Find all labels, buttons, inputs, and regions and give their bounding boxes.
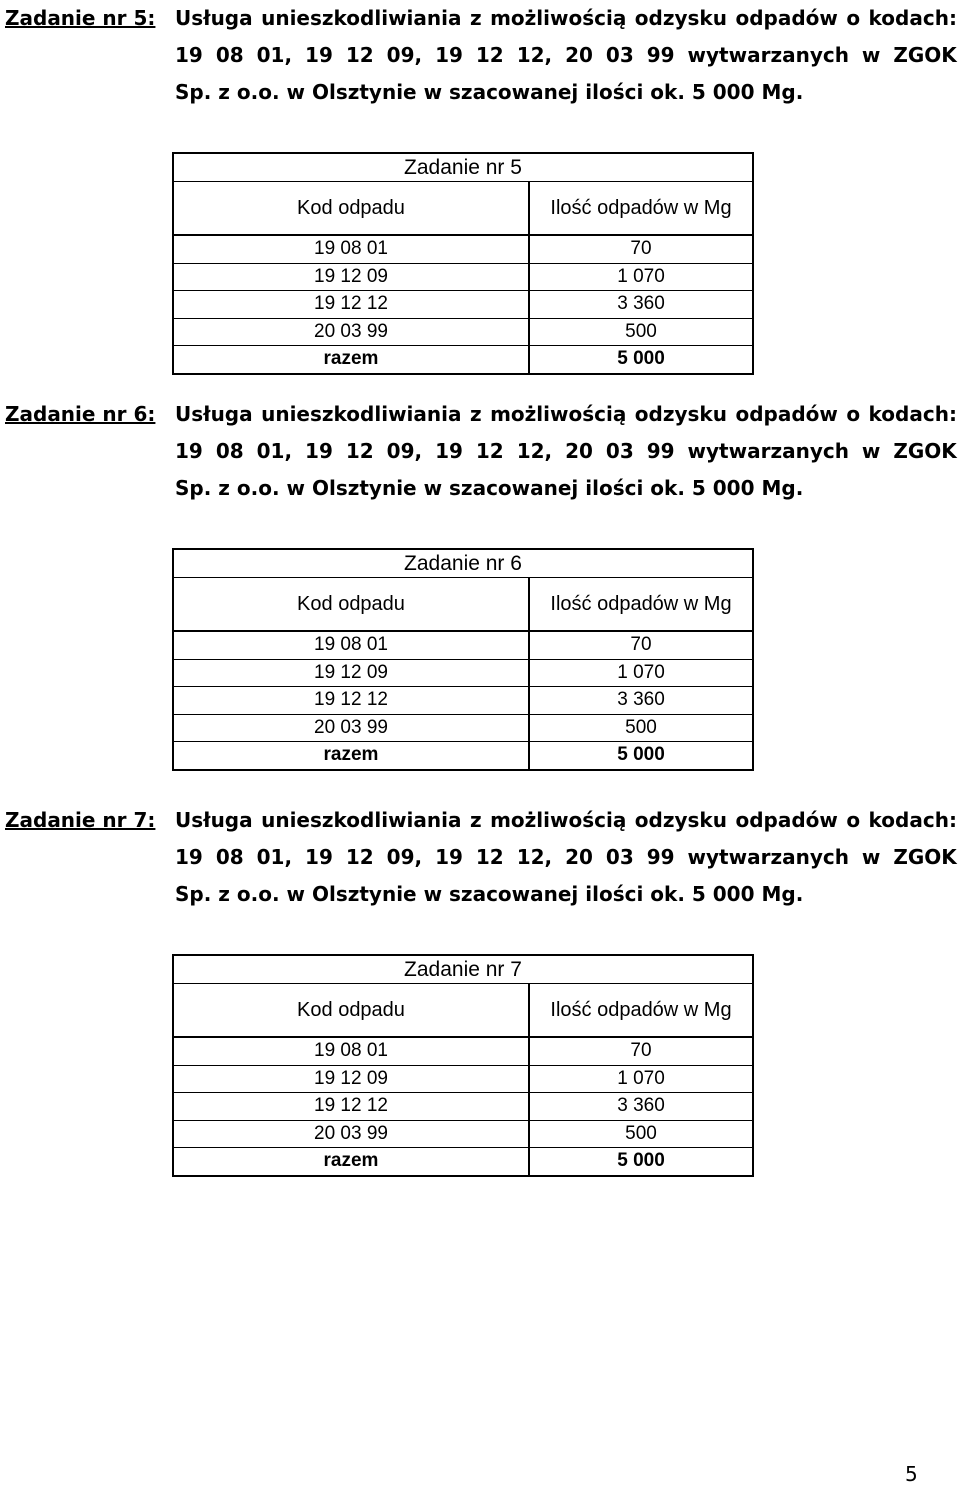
description-word: z [469,6,482,30]
column-header-quantity: Ilość odpadów w Mg [550,197,732,219]
description-word: 12 [475,43,504,67]
waste-code-cell: 19 08 01 [174,632,530,659]
task-heading [0,0,960,124]
description-word: 19 [305,845,333,869]
description-word: 19 [175,845,203,869]
description-word: w [861,439,881,463]
description-word: 20 [565,439,593,463]
description-word: ZGOK [893,845,957,869]
waste-code-cell: 20 03 99 [174,319,530,346]
description-word: wytwarzanych [687,43,849,67]
description-word: 12 [345,43,374,67]
description-word: 20 [565,845,593,869]
description-word: 12, [516,43,553,67]
description-word: unieszkodliwiania [261,808,462,832]
total-label-cell: razem [174,742,530,769]
description-word: 19 [435,845,463,869]
quantity-cell: 500 [625,320,657,342]
description-word: 12 [345,845,374,869]
description-word: 20 [565,43,593,67]
task-label: Zadanie nr 7: [5,808,156,832]
description-line [175,0,957,37]
waste-code-cell: 19 08 01 [174,1038,530,1065]
waste-code-cell: 19 12 09 [174,1066,530,1093]
description-word: 12 [475,845,504,869]
description-line [175,37,957,74]
table-row [174,1066,752,1094]
description-word: kodach: [868,6,957,30]
description-word: odzysku [634,6,727,30]
quantity-cell: 70 [630,634,652,655]
task-section [0,802,960,1172]
description-word: 19 [175,439,203,463]
description-word: odpadów [735,808,838,832]
description-word: 01, [256,845,293,869]
task-section [0,0,960,370]
description-word: o [846,808,861,832]
waste-code-cell: 20 03 99 [174,1121,530,1148]
description-word: w [861,43,881,67]
task-heading [0,802,960,926]
description-word: 12, [516,845,553,869]
waste-code-cell: 19 12 12 [174,1093,530,1120]
description-word: Usługa [175,6,253,30]
quantity-cell: 3 360 [617,293,665,315]
quantity-cell: 500 [625,716,657,738]
description-word: 12 [345,439,374,463]
description-line [175,433,957,470]
description-word: o [846,402,861,426]
description-word: 99 [646,439,675,463]
task-description [175,802,957,913]
task-section [0,396,960,766]
description-word: możliwością [490,808,627,832]
total-label-cell: razem [174,1148,530,1175]
table-row [174,1038,752,1066]
column-header-code: Kod odpadu [174,578,530,630]
description-word: unieszkodliwiania [261,402,462,426]
description-word: możliwością [490,402,627,426]
task-description [175,396,957,507]
quantity-cell: 1 070 [617,661,665,683]
table-row [174,687,752,715]
waste-table [172,152,754,375]
description-word: odzysku [634,402,727,426]
description-word: o [846,6,861,30]
description-word: 03 [605,845,634,869]
description-word: 08 [215,845,244,869]
waste-table [172,954,754,1177]
description-word: 99 [646,845,675,869]
table-total-row [174,1148,752,1175]
description-word: kodach: [868,402,957,426]
quantity-cell: 3 360 [617,689,665,711]
table-row [174,291,752,319]
description-line: Sp. z o.o. w Olsztynie w szacowanej ilości ok. 5 000 Mg. [175,80,804,104]
description-word: kodach: [868,808,957,832]
description-word: 19 [305,43,333,67]
total-quantity-cell: 5 000 [617,348,665,370]
table-total-row [174,742,752,769]
description-word: 09, [386,439,423,463]
description-word: 12 [475,439,504,463]
description-word: 08 [215,43,244,67]
waste-code-cell: 19 08 01 [174,236,530,263]
column-header-quantity: Ilość odpadów w Mg [550,999,732,1021]
description-word: 01, [256,43,293,67]
table-row [174,236,752,264]
waste-code-cell: 19 12 12 [174,291,530,318]
table-header-row [174,984,752,1038]
description-word: unieszkodliwiania [261,6,462,30]
table-title: Zadanie nr 7 [174,956,752,984]
quantity-cell: 70 [630,1040,652,1061]
task-label: Zadanie nr 5: [5,6,156,30]
description-word: 99 [646,43,675,67]
description-word: wytwarzanych [687,439,849,463]
quantity-cell: 3 360 [617,1095,665,1117]
description-word: Usługa [175,808,253,832]
description-word: Usługa [175,402,253,426]
waste-code-cell: 19 12 09 [174,264,530,291]
description-word: 08 [215,439,244,463]
table-header-row [174,182,752,236]
quantity-cell: 1 070 [617,1067,665,1089]
table-row [174,632,752,660]
total-label-cell: razem [174,346,530,373]
task-description [175,0,957,111]
description-word: wytwarzanych [687,845,849,869]
description-word: możliwością [490,6,627,30]
description-word: w [861,845,881,869]
table-total-row [174,346,752,373]
description-word: 19 [175,43,203,67]
task-label: Zadanie nr 6: [5,402,156,426]
description-word: 12, [516,439,553,463]
description-line: Sp. z o.o. w Olsztynie w szacowanej ilości ok. 5 000 Mg. [175,476,804,500]
table-row [174,660,752,688]
waste-table [172,548,754,771]
table-row [174,264,752,292]
table-row [174,319,752,347]
waste-code-cell: 20 03 99 [174,715,530,742]
column-header-code: Kod odpadu [174,984,530,1036]
description-word: 03 [605,43,634,67]
quantity-cell: 1 070 [617,265,665,287]
description-word: 19 [305,439,333,463]
description-line [175,802,957,839]
description-word: 19 [435,43,463,67]
column-header-quantity: Ilość odpadów w Mg [550,593,732,615]
description-word: 09, [386,43,423,67]
description-word: 01, [256,439,293,463]
description-word: z [469,808,482,832]
task-heading [0,396,960,520]
table-header-row [174,578,752,632]
quantity-cell: 70 [630,238,652,259]
waste-code-cell: 19 12 12 [174,687,530,714]
table-title: Zadanie nr 5 [174,154,752,182]
description-word: ZGOK [893,43,957,67]
description-word: z [469,402,482,426]
table-title: Zadanie nr 6 [174,550,752,578]
description-line [175,839,957,876]
description-line [175,396,957,433]
description-word: odpadów [735,6,838,30]
table-row [174,715,752,743]
quantity-cell: 500 [625,1122,657,1144]
description-word: 19 [435,439,463,463]
waste-code-cell: 19 12 09 [174,660,530,687]
description-line: Sp. z o.o. w Olsztynie w szacowanej ilości ok. 5 000 Mg. [175,882,804,906]
description-word: 03 [605,439,634,463]
total-quantity-cell: 5 000 [617,744,665,766]
description-word: 09, [386,845,423,869]
table-row [174,1093,752,1121]
description-word: ZGOK [893,439,957,463]
table-row [174,1121,752,1149]
description-word: odzysku [634,808,727,832]
description-word: odpadów [735,402,838,426]
column-header-code: Kod odpadu [174,182,530,234]
total-quantity-cell: 5 000 [617,1150,665,1172]
page-number: 5 [905,1462,918,1486]
